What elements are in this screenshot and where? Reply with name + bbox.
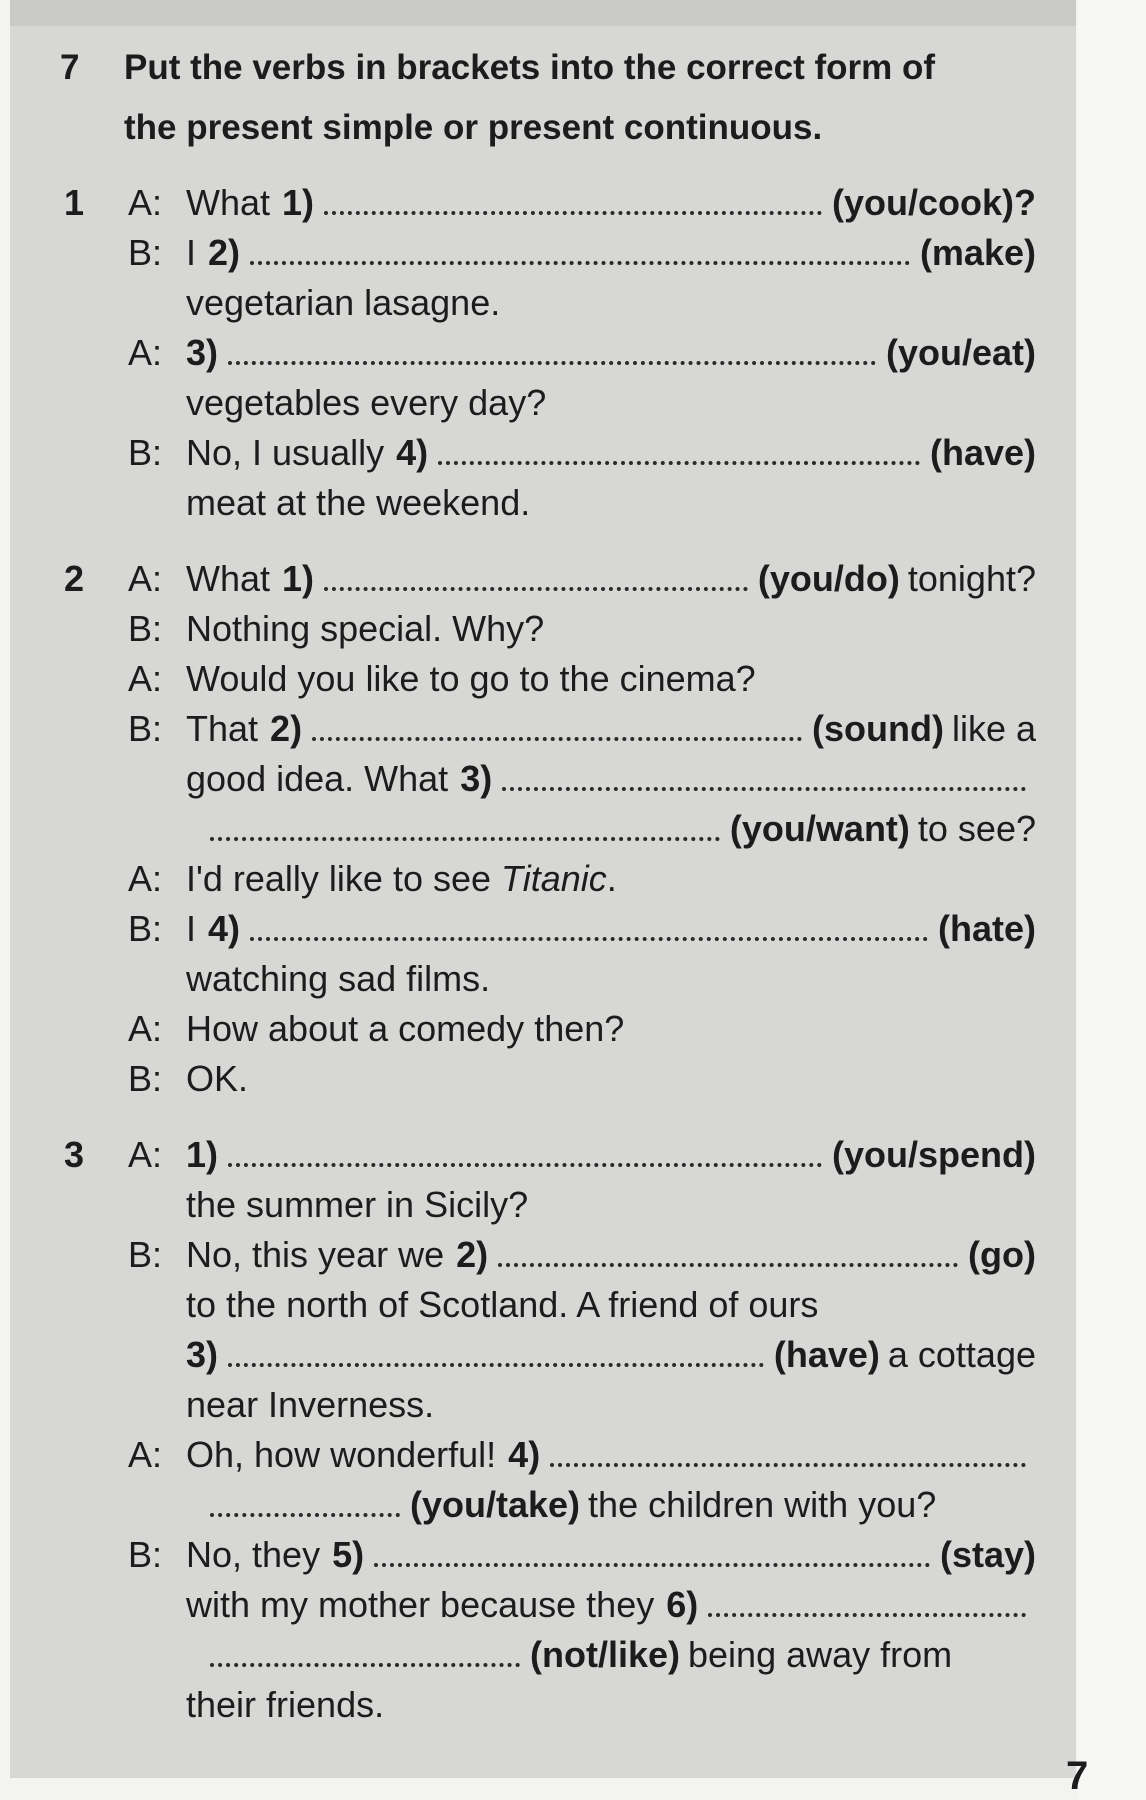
dialogue-line [128, 604, 1036, 654]
speaker-label: A: [128, 658, 163, 699]
answer-blank[interactable] [708, 1613, 1026, 1617]
gap-number: 4) [508, 1434, 541, 1475]
verb-prompt: (make) [919, 232, 1036, 273]
answer-blank[interactable] [438, 461, 920, 465]
gap-number: 3) [186, 332, 219, 373]
exercise-number: 7 [60, 48, 80, 87]
dialogue-line [186, 478, 1036, 528]
answer-blank[interactable] [312, 737, 802, 741]
speaker-label: A: [128, 858, 163, 899]
verb-prompt: (you/take) [410, 1484, 581, 1525]
line-text: good idea. What [186, 758, 449, 799]
line-text: watching sad films. [186, 958, 491, 999]
answer-blank[interactable] [550, 1463, 1026, 1467]
line-text: with my mother because they [186, 1584, 655, 1625]
line-text: OK. [186, 1058, 249, 1099]
dialogue-line [186, 278, 1036, 328]
gap-number: 1) [282, 558, 315, 599]
line-text: the summer in Sicily? [186, 1184, 529, 1225]
dialogue-line [128, 1130, 1036, 1180]
answer-blank[interactable] [250, 261, 910, 265]
verb-prompt: (stay) [939, 1534, 1036, 1575]
line-text: How about a comedy then? [186, 1008, 625, 1049]
speaker-label: B: [128, 1534, 163, 1575]
dialogue-line [186, 1180, 1036, 1230]
line-text: like a [951, 708, 1036, 749]
speaker-label: A: [128, 1434, 163, 1475]
exercise-instruction [124, 38, 1104, 158]
speaker-label: B: [128, 608, 163, 649]
gap-number: 3) [460, 758, 493, 799]
verb-prompt: (have) [929, 432, 1036, 473]
gap-number: 5) [332, 1534, 365, 1575]
gap-number: 4) [396, 432, 429, 473]
answer-blank[interactable] [228, 1163, 822, 1167]
dialogue-line [128, 904, 1036, 954]
dialogue-line [200, 1480, 1036, 1530]
line-text: to the north of Scotland. A friend of ours [186, 1284, 819, 1325]
line-text: vegetarian lasagne. [186, 282, 501, 323]
line-text: That [186, 708, 259, 749]
dialogue-line [186, 1280, 1036, 1330]
line-text: No, I usually [186, 432, 385, 473]
gap-number: 2) [270, 708, 303, 749]
speaker-label: B: [128, 432, 163, 473]
dialogue-line [200, 804, 1036, 854]
gap-number: 4) [208, 908, 241, 949]
dialogue-line [128, 428, 1036, 478]
answer-blank[interactable] [498, 1263, 958, 1267]
dialogue-line [128, 1004, 1036, 1054]
answer-blank[interactable] [250, 937, 928, 941]
gap-number: 2) [208, 232, 241, 273]
line-text: No, this year we [186, 1234, 445, 1275]
line-text: tonight? [907, 558, 1036, 599]
dialogue-number: 2 [64, 558, 85, 599]
line-text: the children with you? [588, 1484, 937, 1525]
instruction-line-1: Put the verbs in brackets into the correct form of [124, 48, 935, 87]
line-text: a cottage [887, 1334, 1036, 1375]
verb-prompt: (you/want) [729, 808, 910, 849]
dialogue-number: 1 [64, 182, 85, 223]
dialogue-line [128, 328, 1036, 378]
line-text: vegetables every day? [186, 382, 547, 423]
dialogue-line [186, 1380, 1036, 1430]
panel-top-edge [10, 0, 1076, 26]
line-text: their friends. [186, 1684, 385, 1725]
line-text: to see? [917, 808, 1036, 849]
verb-prompt: (you/spend) [832, 1134, 1036, 1175]
answer-blank[interactable] [324, 211, 822, 215]
speaker-label: B: [128, 232, 163, 273]
gap-number: 3) [186, 1334, 219, 1375]
verb-prompt: (go) [968, 1234, 1036, 1275]
dialogue-line [128, 654, 1036, 704]
line-text: Oh, how wonderful! [186, 1434, 497, 1475]
speaker-label: B: [128, 708, 163, 749]
speaker-label: A: [128, 332, 163, 373]
answer-blank[interactable] [502, 787, 1026, 791]
line-text: . [606, 858, 617, 899]
dialogue-line [186, 1330, 1036, 1380]
line-text: What [186, 558, 271, 599]
dialogue-line [128, 554, 1036, 604]
film-title: Titanic [501, 858, 607, 899]
page-margin [1078, 0, 1146, 1800]
speaker-label: B: [128, 908, 163, 949]
speaker-label: B: [128, 1058, 163, 1099]
speaker-label: B: [128, 1234, 163, 1275]
page-number: 7 [1066, 1754, 1089, 1798]
speaker-label: A: [128, 1134, 163, 1175]
line-text: I [186, 232, 197, 273]
dialogue-line [186, 954, 1036, 1004]
line-text: Would you like to go to the cinema? [186, 658, 756, 699]
dialogue-line [128, 1230, 1036, 1280]
dialogue-line [128, 1054, 1036, 1104]
line-text: No, they [186, 1534, 321, 1575]
gap-number: 1) [282, 182, 315, 223]
dialogue-line [200, 1630, 1036, 1680]
dialogue-line [128, 178, 1036, 228]
answer-blank-continued[interactable] [210, 1663, 520, 1667]
line-text: being away from [688, 1634, 953, 1675]
dialogue-line [186, 1680, 1036, 1730]
dialogue-line [128, 1430, 1036, 1480]
dialogue-line [128, 854, 1036, 904]
dialogue-line [128, 1530, 1036, 1580]
line-text: I [186, 908, 197, 949]
answer-blank-continued[interactable] [210, 1513, 400, 1517]
verb-prompt: (not/like) [530, 1634, 680, 1675]
line-text: near Inverness. [186, 1384, 435, 1425]
verb-prompt: (have) [773, 1334, 880, 1375]
verb-prompt: (sound) [811, 708, 944, 749]
answer-blank[interactable] [228, 1363, 764, 1367]
answer-blank[interactable] [228, 361, 876, 365]
dialogue-line [186, 378, 1036, 428]
instruction-line-2: the present simple or present continuous. [124, 108, 823, 147]
verb-prompt: (hate) [938, 908, 1036, 949]
gap-number: 1) [186, 1134, 219, 1175]
verb-prompt: (you/do) [757, 558, 900, 599]
answer-blank[interactable] [324, 587, 748, 591]
line-text: What [186, 182, 271, 223]
line-text: I'd really like to see [186, 858, 502, 899]
speaker-label: A: [128, 182, 163, 223]
dialogue-number: 3 [64, 1134, 85, 1175]
line-text: Nothing special. Why? [186, 608, 545, 649]
verb-prompt: (you/eat) [885, 332, 1036, 373]
speaker-label: A: [128, 1008, 163, 1049]
dialogue-line [128, 704, 1036, 754]
gap-number: 6) [666, 1584, 699, 1625]
speaker-label: A: [128, 558, 163, 599]
answer-blank[interactable] [374, 1563, 930, 1567]
dialogue-line [128, 228, 1036, 278]
answer-blank-continued[interactable] [210, 837, 720, 841]
line-text: meat at the weekend. [186, 482, 531, 523]
verb-prompt: (you/cook)? [832, 182, 1036, 223]
dialogue-line [186, 1580, 1036, 1630]
gap-number: 2) [456, 1234, 489, 1275]
dialogue-line [186, 754, 1036, 804]
